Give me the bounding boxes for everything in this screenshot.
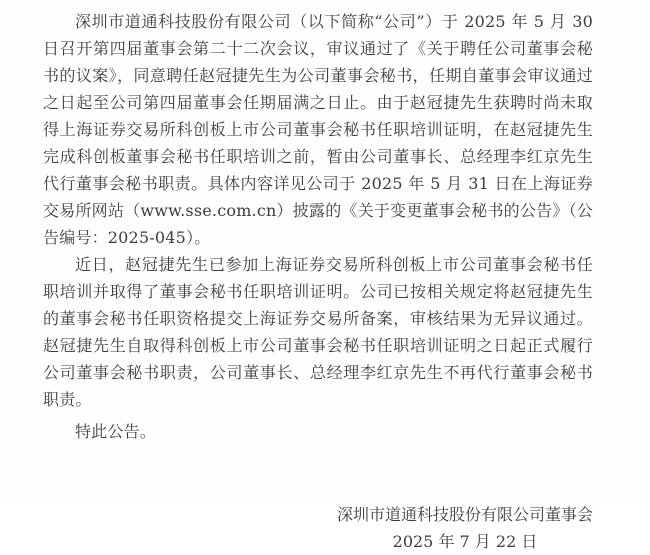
signature-company: 深圳市道通科技股份有限公司董事会 [336,505,593,524]
signature-inner [337,501,593,555]
paragraph-appointment-details: 深圳市道通科技股份有限公司（以下简称“公司”）于 2025 年 5 月 30 日召开第四届董事会第二十二次会议，审议通过了《关于聘任公司董事会秘书的议案》，同意聘任赵冠捷先生为公司董事会秘书，任期自董事会审议通过之日起至公司第四届董事会任期届满之日止。由于赵冠捷先生获聘时尚未取得上海证券交易所科创板上市公司董事会秘书任职培训证明，在赵冠捷先生完成科创板董事会秘书任职培训之前，暂由公司董事长、总经理李红京先生代行董事会秘书职责。具体内容详见公司于 2025 年 5 月 31 日在上海证券交易所网站（www.sse.com.cn）披露的《关于变更董事会秘书的公告》（公告编号：2025-045）。 [43,12,593,247]
closing-statement: 特此公告。 [75,422,157,441]
signature-date: 2025 年 7 月 22 日 [392,532,538,551]
signature-block [43,501,593,555]
paragraph-training-completion: 近日，赵冠捷先生已参加上海证券交易所科创板上市公司董事会秘书任职培训并取得了董事会秘书任职培训证明。公司已按相关规定将赵冠捷先生的董事会秘书任职资格提交上海证券交易所备案，审核结果为无异议通过。赵冠捷先生自取得科创板上市公司董事会秘书任职培训证明之日起正式履行公司董事会秘书职责，公司董事长、总经理李红京先生不再代行董事会秘书职责。 [43,255,593,409]
